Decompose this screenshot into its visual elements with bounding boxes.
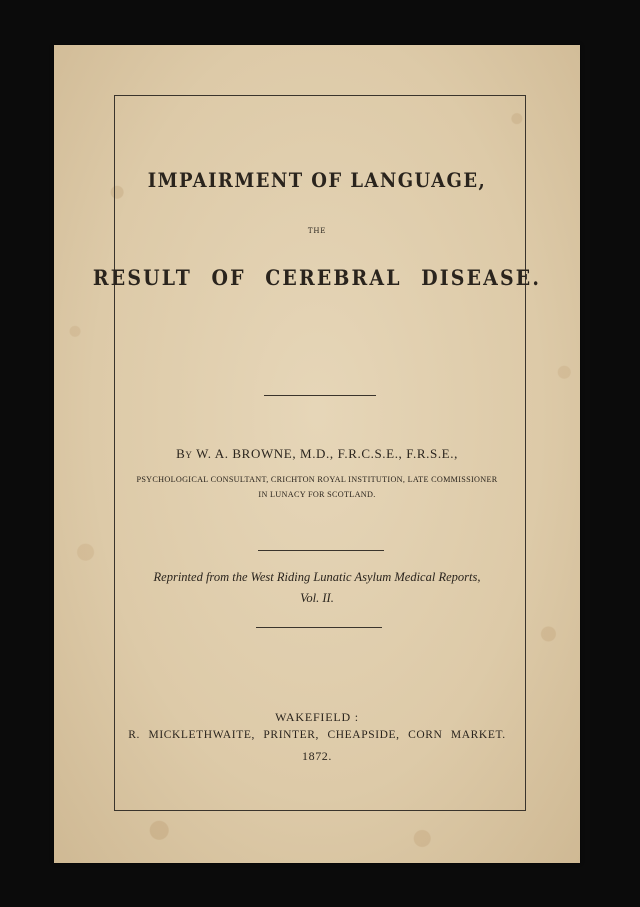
- imprint-place: WAKEFIELD :: [275, 710, 359, 724]
- divider-rule-1: [264, 395, 376, 396]
- imprint-year: 1872.: [302, 749, 332, 763]
- title-page: [54, 45, 580, 863]
- reprint-note-line-1: Reprinted from the West Riding Lunatic Asylum Medical Reports,: [153, 570, 481, 584]
- author-line: [54, 446, 580, 462]
- divider-rule-3: [256, 627, 382, 628]
- affiliation-line-1: PSYCHOLOGICAL CONSULTANT, CRICHTON ROYAL INSTITUTION, LATE COMMISSIONER: [136, 475, 498, 484]
- author-by: By: [176, 446, 193, 461]
- imprint-printer: R. MICKLETHWAITE, PRINTER, CHEAPSIDE, CORN MARKET.: [128, 729, 506, 741]
- divider-rule-2: [258, 550, 384, 551]
- title-line-1: IMPAIRMENT OF LANGUAGE,: [147, 168, 487, 192]
- title-connector: THE: [307, 227, 327, 235]
- title-line-2: RESULT OF CEREBRAL DISEASE.: [92, 265, 542, 290]
- author-name: W. A. BROWNE, M.D., F.R.C.S.E., F.R.S.E.,: [196, 446, 458, 461]
- affiliation-line-2: IN LUNACY FOR SCOTLAND.: [258, 490, 376, 499]
- reprint-note-line-2: Vol. II.: [300, 591, 334, 605]
